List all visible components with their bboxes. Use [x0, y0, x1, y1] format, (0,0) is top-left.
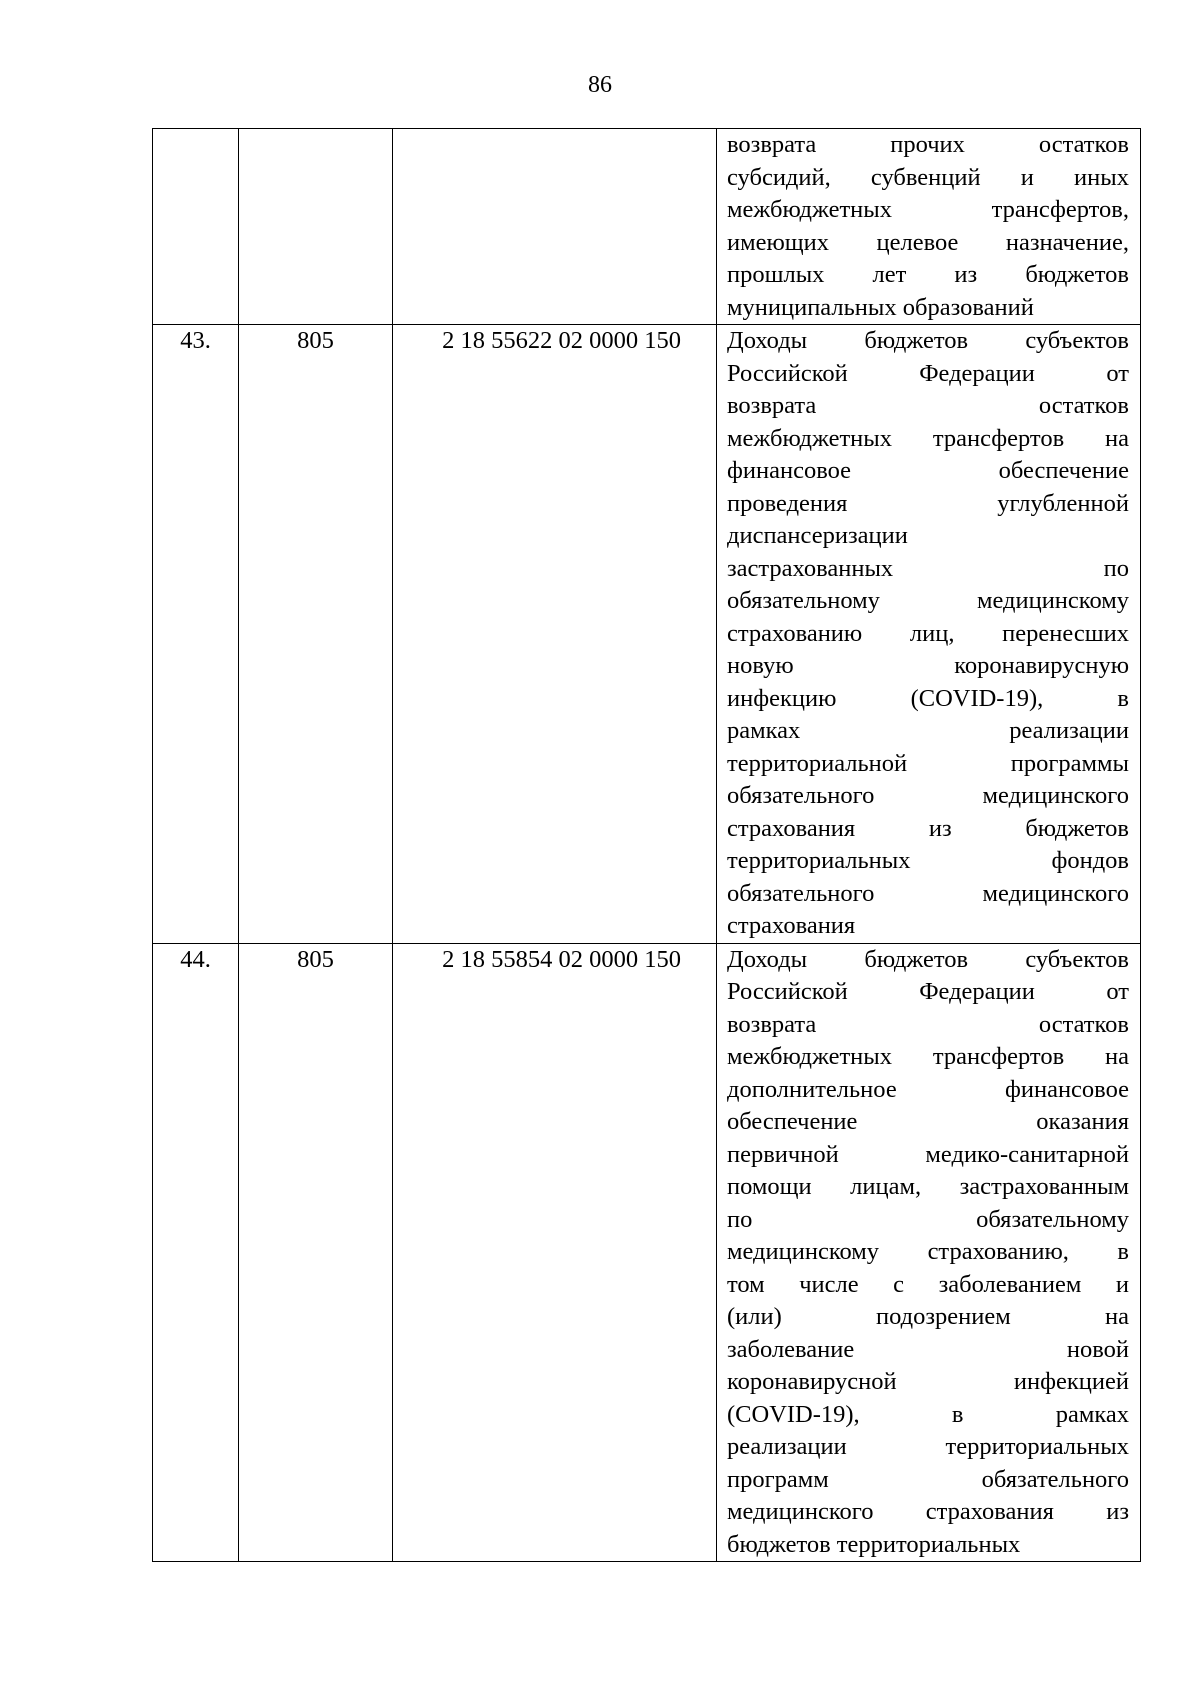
word: медицинского: [982, 782, 1129, 809]
text-line: [727, 390, 1129, 423]
word: (COVID-19),: [910, 684, 1044, 712]
text-line: [727, 1496, 1129, 1529]
word: прочих: [890, 131, 965, 158]
word: обязательному: [976, 1205, 1129, 1233]
word: коронавирусную: [954, 652, 1129, 679]
text-line: [727, 325, 1129, 358]
word: первичной: [727, 1140, 839, 1168]
word: по: [1103, 554, 1129, 582]
text-line: [727, 1399, 1129, 1432]
word: инфекцией: [1013, 1368, 1129, 1395]
word: страхованию,: [927, 1238, 1069, 1265]
kbk-code-cell: 2 18 55622 02 0000 150: [393, 325, 717, 944]
word: обеспечение: [727, 1108, 858, 1135]
word: и: [1115, 1270, 1129, 1298]
word: финансовое: [727, 457, 852, 484]
word: с: [893, 1270, 905, 1298]
word: субъектов: [1025, 327, 1129, 354]
table-row: [153, 129, 1141, 325]
word: возврата: [727, 131, 817, 158]
text-line: [727, 845, 1129, 878]
word: бюджетов: [1025, 814, 1129, 842]
text-line: [727, 194, 1129, 227]
text-line: бюджетов территориальных: [727, 1530, 1021, 1558]
word: от: [1106, 978, 1129, 1005]
word: застрахованным: [959, 1173, 1129, 1200]
text-line: [727, 976, 1129, 1009]
word: в: [1117, 684, 1129, 712]
text-line: [727, 1334, 1129, 1367]
word: медицинскому: [727, 1238, 880, 1265]
word: имеющих: [727, 228, 830, 256]
word: программы: [1010, 749, 1129, 777]
word: возврата: [727, 392, 817, 419]
admin-code-cell: 805: [239, 943, 393, 1562]
word: в: [951, 1400, 964, 1428]
word: обязательному: [727, 587, 880, 614]
text-line: [727, 944, 1129, 977]
word: заболевание: [727, 1335, 855, 1363]
word: бюджетов: [864, 945, 969, 973]
word: медицинского: [982, 879, 1129, 907]
word: медико-санитарной: [925, 1140, 1129, 1168]
word: остатков: [1038, 1010, 1129, 1038]
word: Доходы: [727, 945, 808, 973]
word: лицам,: [850, 1173, 922, 1200]
text-line: [727, 259, 1129, 292]
text-line: [727, 585, 1129, 618]
word: иных: [1074, 163, 1129, 191]
text-line: [727, 1464, 1129, 1497]
word: медицинскому: [976, 587, 1129, 614]
income-name-cell: [717, 325, 1141, 944]
text-line: [727, 1074, 1129, 1107]
word: медицинского: [727, 1498, 874, 1525]
word: обязательного: [727, 879, 875, 907]
admin-code-cell: [239, 129, 393, 325]
word: Доходы: [727, 327, 808, 354]
text-line: [727, 1106, 1129, 1139]
word: трансфертов,: [991, 196, 1129, 223]
word: реализации: [727, 1433, 847, 1460]
word: Федерации: [919, 359, 1035, 387]
text-line: [727, 423, 1129, 456]
word: по: [727, 1205, 753, 1233]
text-line: [727, 1204, 1129, 1237]
word: новую: [727, 652, 794, 679]
text-line: [727, 715, 1129, 748]
text-line: [727, 488, 1129, 521]
income-name-cell: [717, 943, 1141, 1562]
word: проведения: [727, 489, 848, 517]
text-line: [727, 618, 1129, 651]
word: трансфертов: [932, 1043, 1065, 1070]
word: и: [1020, 163, 1034, 191]
word: в: [1117, 1238, 1129, 1265]
text-line: [727, 1366, 1129, 1399]
word: том: [727, 1270, 765, 1298]
word: перенесших: [1002, 619, 1129, 647]
table-row: [153, 943, 1141, 1562]
word: фондов: [1051, 847, 1129, 874]
text-line: [727, 1301, 1129, 1334]
word: территориальной: [727, 749, 908, 777]
word: возврата: [727, 1010, 817, 1038]
word: из: [1106, 1498, 1129, 1525]
word: от: [1106, 359, 1129, 387]
word: оказания: [1036, 1108, 1129, 1135]
word: подозрением: [876, 1303, 1011, 1330]
word: реализации: [1009, 717, 1129, 744]
word: числе: [799, 1270, 859, 1298]
word: рамках: [727, 717, 801, 744]
text-line: [727, 129, 1129, 162]
text-line: [727, 162, 1129, 195]
word: остатков: [1038, 131, 1129, 158]
word: (или): [727, 1303, 782, 1330]
word: на: [1105, 424, 1129, 452]
page-number: 86: [588, 72, 612, 98]
text-line: муниципальных образований: [727, 293, 1034, 321]
word: застрахованных: [727, 554, 894, 582]
text-line: диспансеризации: [727, 522, 908, 549]
word: межбюджетных: [727, 196, 892, 223]
income-name-cell: [717, 129, 1141, 325]
kbk-code-cell: 2 18 55854 02 0000 150: [393, 943, 717, 1562]
word: лет: [872, 261, 907, 288]
text-line: [727, 1009, 1129, 1042]
text-line: [727, 358, 1129, 391]
row-number-cell: [153, 129, 239, 325]
word: дополнительное: [727, 1075, 897, 1103]
word: Федерации: [919, 978, 1035, 1005]
word: территориальных: [727, 847, 911, 874]
word: бюджетов: [1025, 261, 1129, 288]
word: инфекцию: [727, 684, 837, 712]
text-line: [727, 227, 1129, 260]
budget-codes-table: [152, 128, 1141, 1562]
word: обязательного: [981, 1465, 1129, 1493]
text-line: [727, 878, 1129, 911]
row-number-cell: 44.: [153, 943, 239, 1562]
word: бюджетов: [864, 327, 969, 354]
word: из: [954, 261, 978, 288]
text-line: [727, 813, 1129, 846]
word: страхования: [925, 1498, 1054, 1525]
word: Российской: [727, 359, 848, 387]
word: углубленной: [997, 489, 1129, 517]
word: новой: [1066, 1335, 1129, 1363]
text-line: [727, 1236, 1129, 1269]
text-line: [727, 1041, 1129, 1074]
word: (COVID-19),: [727, 1400, 860, 1428]
word: рамках: [1055, 1400, 1129, 1428]
text-line: [727, 1269, 1129, 1302]
text-line: [727, 553, 1129, 586]
word: остатков: [1038, 392, 1129, 419]
word: субъектов: [1025, 945, 1129, 973]
word: субсидий,: [727, 163, 831, 191]
row-number-cell: 43.: [153, 325, 239, 944]
word: трансфертов: [932, 424, 1065, 452]
text-line: [727, 748, 1129, 781]
word: лиц,: [909, 619, 955, 647]
word: коронавирусной: [727, 1368, 897, 1395]
word: межбюджетных: [727, 1043, 892, 1070]
admin-code-cell: 805: [239, 325, 393, 944]
text-line: [727, 455, 1129, 488]
word: обеспечение: [998, 457, 1129, 484]
text-line: страхования: [727, 912, 856, 939]
word: из: [928, 814, 952, 842]
word: страхованию: [727, 619, 863, 647]
word: страхования: [727, 814, 856, 842]
word: заболеванием: [938, 1270, 1082, 1298]
table-row: [153, 325, 1141, 944]
word: на: [1105, 1303, 1129, 1330]
word: субвенций: [870, 163, 981, 191]
word: территориальных: [945, 1433, 1129, 1460]
word: обязательного: [727, 782, 875, 809]
word: финансовое: [1004, 1075, 1129, 1103]
text-line: [727, 1171, 1129, 1204]
word: помощи: [727, 1173, 812, 1200]
text-line: [727, 683, 1129, 716]
word: Российской: [727, 978, 848, 1005]
word: межбюджетных: [727, 424, 892, 452]
word: прошлых: [727, 261, 825, 288]
text-line: [727, 1431, 1129, 1464]
kbk-code-cell: [393, 129, 717, 325]
text-line: [727, 1139, 1129, 1172]
text-line: [727, 650, 1129, 683]
text-line: [727, 780, 1129, 813]
word: назначение,: [1005, 228, 1129, 256]
word: программ: [727, 1465, 829, 1493]
word: на: [1105, 1043, 1129, 1070]
word: целевое: [876, 228, 959, 256]
